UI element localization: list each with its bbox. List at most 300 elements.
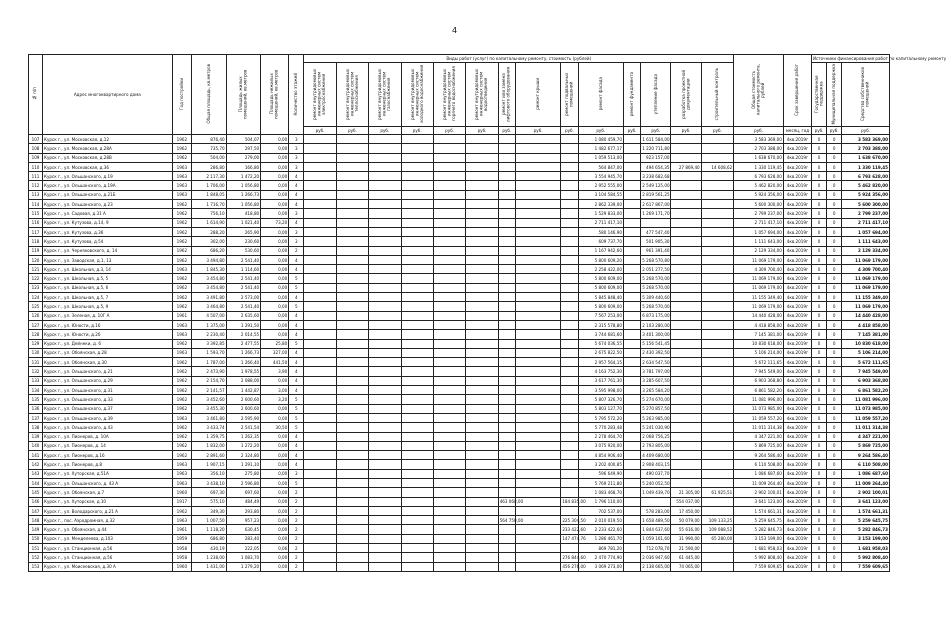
cell-empty	[433, 506, 465, 515]
cell-fl: 4	[289, 348, 304, 357]
cell-empty	[466, 469, 498, 478]
cell-w8	[515, 348, 560, 357]
cell-fl: 4	[289, 320, 304, 329]
cell-no: 147	[29, 506, 43, 515]
cell-empty	[401, 395, 433, 404]
cell-w14	[701, 358, 734, 367]
cell-w14	[701, 413, 734, 422]
cell-empty	[336, 274, 368, 283]
cell-liv: 1 266,73	[226, 348, 261, 357]
cell-w13: 31 990,00	[671, 534, 701, 543]
cell-nl: 0,00	[261, 413, 289, 422]
cell-w7	[498, 274, 515, 283]
table-row	[29, 144, 890, 153]
cell-liv: 283,40	[226, 534, 261, 543]
cell-w10: 1 529 833,00	[578, 209, 623, 218]
cell-w10: 2 711 417,10	[578, 218, 623, 227]
cell-w11	[623, 209, 640, 218]
cell-area: 1 593,70	[192, 348, 227, 357]
cell-deadline: 4кв.2019г	[783, 274, 811, 283]
cell-empty	[369, 218, 401, 227]
cell-empty	[336, 478, 368, 487]
cell-empty	[466, 497, 498, 506]
unit-cell: руб.	[827, 127, 842, 135]
cell-own: 5 106 214,00	[842, 348, 890, 357]
cell-empty	[401, 320, 433, 329]
cell-w8	[515, 311, 560, 320]
cell-empty	[336, 293, 368, 302]
cell-w12: 1 269 171,70	[641, 209, 671, 218]
cell-w8	[515, 320, 560, 329]
cell-empty	[304, 413, 336, 422]
cell-empty	[304, 544, 336, 553]
cell-empty	[369, 460, 401, 469]
cell-nl: 0,00	[261, 404, 289, 413]
cell-w9	[561, 358, 578, 367]
cell-w14	[701, 153, 734, 162]
cell-empty	[433, 367, 465, 376]
cell-nl: 0,00	[261, 330, 289, 339]
cell-w10: 5 807 326,70	[578, 395, 623, 404]
cell-w14: 109 088,52	[701, 525, 734, 534]
cell-empty	[369, 497, 401, 506]
cell-addr: Курск г., ул. Московская, д.28А	[43, 144, 173, 153]
cell-own: 7 559 609,65	[842, 562, 890, 571]
cell-deadline: 4кв.2019г	[783, 246, 811, 255]
cell-addr: Курск г., ул. Обоянская, д.7	[43, 488, 173, 497]
cell-w12: 2 051 277,50	[641, 265, 671, 274]
cell-deadline: 4кв.2019г	[783, 488, 811, 497]
col-header-no: № п/п	[29, 55, 43, 135]
cell-w7	[498, 386, 515, 395]
cell-empty	[369, 181, 401, 190]
cell-addr: Курск г., ул. Обоянская, д.44	[43, 525, 173, 534]
cell-w10: 2 862 339,00	[578, 200, 623, 209]
cell-empty	[304, 227, 336, 236]
table-row	[29, 339, 890, 348]
cell-w10: 5 800 609,00	[578, 283, 623, 292]
cell-w13: 50 079,00	[671, 516, 701, 525]
cell-w13: 21 305,00	[671, 488, 701, 497]
cell-w10: 3 617 761,30	[578, 376, 623, 385]
cell-g: 0	[811, 190, 826, 199]
cell-w13	[671, 153, 701, 162]
cell-no: 118	[29, 237, 43, 246]
cell-year: 1962	[172, 200, 191, 209]
table-row	[29, 246, 890, 255]
cell-w13	[671, 144, 701, 153]
cell-w12: 578 283,00	[641, 506, 671, 515]
cell-empty	[336, 320, 368, 329]
cell-g: 0	[811, 367, 826, 376]
cell-empty	[304, 293, 336, 302]
cell-deadline: 4кв.2019г	[783, 367, 811, 376]
cell-w7	[498, 376, 515, 385]
cell-liv: 2 541,40	[226, 302, 261, 311]
cell-w7	[498, 237, 515, 246]
cell-w12: 2 103 280,00	[641, 320, 671, 329]
cell-w14	[701, 302, 734, 311]
cell-empty	[369, 190, 401, 199]
cell-w12: 5 241 030,90	[641, 423, 671, 432]
cell-addr: Курск г., ул. Ольшанского, д.33	[43, 395, 173, 404]
cell-fl: 5	[289, 423, 304, 432]
cell-empty	[304, 506, 336, 515]
cell-w14	[701, 460, 734, 469]
cell-empty	[336, 144, 368, 153]
cell-w13	[671, 339, 701, 348]
cell-w8	[515, 144, 560, 153]
cell-liv: 1 472,20	[226, 172, 261, 181]
cell-w13	[671, 302, 701, 311]
cell-nl: 0,00	[261, 162, 289, 171]
cell-no: 110	[29, 162, 43, 171]
cell-w13	[671, 376, 701, 385]
cell-w13: 554 037,00	[671, 497, 701, 506]
cell-empty	[369, 293, 401, 302]
table-row	[29, 311, 890, 320]
cell-area: 286,80	[192, 162, 227, 171]
cell-no: 127	[29, 320, 43, 329]
cell-own: 9 264 586,40	[842, 451, 890, 460]
cell-m: 0	[827, 265, 842, 274]
cell-empty	[401, 544, 433, 553]
cell-no: 125	[29, 302, 43, 311]
col-header-living-area: Площадь жилых помещений, кв.метров	[226, 55, 261, 135]
cell-total: 3 153 199,00	[734, 534, 784, 543]
cell-addr: Курск г., ул. Ольшанского, д.19А	[43, 181, 173, 190]
cell-g: 0	[811, 144, 826, 153]
cell-w8	[515, 190, 560, 199]
cell-total: 14 440 428,00	[734, 311, 784, 320]
cell-w8	[515, 441, 560, 450]
cell-year: 1962	[172, 395, 191, 404]
cell-empty	[433, 451, 465, 460]
cell-empty	[369, 432, 401, 441]
cell-w9	[561, 274, 578, 283]
cell-empty	[401, 358, 433, 367]
cell-year: 1961	[172, 525, 191, 534]
cell-w8	[515, 293, 560, 302]
cell-w14	[701, 367, 734, 376]
cell-empty	[401, 534, 433, 543]
cell-deadline: 4кв.2019г	[783, 348, 811, 357]
table-row	[29, 209, 890, 218]
cell-empty	[433, 311, 465, 320]
cell-no: 152	[29, 553, 43, 562]
cell-deadline: 4кв.2019г	[783, 376, 811, 385]
cell-w10: 1 083 468,70	[578, 488, 623, 497]
cell-fl: 4	[289, 441, 304, 450]
cell-year: 1963	[172, 320, 191, 329]
cell-w11	[623, 227, 640, 236]
cell-empty	[304, 460, 336, 469]
cell-empty	[369, 237, 401, 246]
cell-liv: 418,80	[226, 209, 261, 218]
cell-area: 1 007,50	[192, 516, 227, 525]
cell-empty	[466, 302, 498, 311]
col-header-w7: ремонт или замена лифтового оборудования	[498, 63, 515, 127]
cell-w14: 109 133,25	[701, 516, 734, 525]
cell-liv: 484,49	[226, 497, 261, 506]
cell-m: 0	[827, 200, 842, 209]
cell-year: 1962	[172, 237, 191, 246]
cell-empty	[304, 516, 336, 525]
capital-repair-table-sheet	[28, 54, 946, 622]
cell-w10: 7 567 253,00	[578, 311, 623, 320]
col-header-f3: Средства собственников помещений	[842, 63, 890, 127]
cell-nl: 0,00	[261, 376, 289, 385]
table-row	[29, 534, 890, 543]
cell-w9	[561, 246, 578, 255]
cell-empty	[336, 209, 368, 218]
cell-w11	[623, 181, 640, 190]
cell-m: 0	[827, 162, 842, 171]
cell-own: 7 145 381,00	[842, 330, 890, 339]
cell-w12: 3 285 607,50	[641, 376, 671, 385]
cell-empty	[336, 311, 368, 320]
cell-w12: 2 430 392,50	[641, 348, 671, 357]
cell-w8	[515, 367, 560, 376]
cell-liv: 1 266,40	[226, 358, 261, 367]
cell-addr: Курск г., ул. Володарского, д.21 А	[43, 506, 173, 515]
cell-empty	[466, 441, 498, 450]
cell-area: 697,30	[192, 488, 227, 497]
cell-year: 1963	[172, 460, 191, 469]
cell-w14	[701, 209, 734, 218]
cell-deadline: 4кв.2019г	[783, 497, 811, 506]
cell-deadline: 4кв.2019г	[783, 200, 811, 209]
cell-liv: 2 573,00	[226, 293, 261, 302]
cell-empty	[433, 488, 465, 497]
table-row	[29, 497, 890, 506]
cell-no: 112	[29, 181, 43, 190]
cell-no: 130	[29, 348, 43, 357]
cell-w7	[498, 525, 515, 534]
cell-w14	[701, 432, 734, 441]
unit-cell: месяц, год	[783, 127, 811, 135]
cell-w12: 5 270 857,50	[641, 404, 671, 413]
cell-no: 140	[29, 441, 43, 450]
table-row	[29, 162, 890, 171]
unit-cell: руб.	[623, 127, 640, 135]
cell-empty	[304, 181, 336, 190]
cell-m: 0	[827, 525, 842, 534]
cell-own: 3 641 123,00	[842, 497, 890, 506]
cell-no: 144	[29, 478, 43, 487]
cell-fl: 3	[289, 135, 304, 144]
cell-w9	[561, 339, 578, 348]
cell-no: 134	[29, 386, 43, 395]
col-header-f2: Муниципальная поддержка	[827, 63, 842, 127]
cell-fl: 5	[289, 283, 304, 292]
cell-deadline: 4кв.2019г	[783, 478, 811, 487]
cell-year: 1962	[172, 432, 191, 441]
cell-empty	[401, 293, 433, 302]
cell-liv: 1 279,20	[226, 562, 261, 571]
cell-empty	[336, 255, 368, 264]
unit-cell: руб.	[641, 127, 671, 135]
cell-liv: 2 541,40	[226, 274, 261, 283]
cell-w8	[515, 162, 560, 171]
cell-g: 0	[811, 506, 826, 515]
cell-area: 1 787,00	[192, 358, 227, 367]
cell-w7: 463 068,00	[498, 497, 515, 506]
cell-w8	[515, 506, 560, 515]
cell-no: 124	[29, 293, 43, 302]
table-row	[29, 265, 890, 274]
cell-m: 0	[827, 488, 842, 497]
cell-w14	[701, 293, 734, 302]
cell-w9	[561, 423, 578, 432]
cell-year: 1963	[172, 162, 191, 171]
cell-nl: 0,00	[261, 200, 289, 209]
cell-w7	[498, 153, 515, 162]
cell-fl: 4	[289, 311, 304, 320]
cell-liv: 1 056,80	[226, 181, 261, 190]
cell-w7	[498, 367, 515, 376]
cell-total: 3 641 123,00	[734, 497, 784, 506]
cell-w14	[701, 237, 734, 246]
cell-w13	[671, 135, 701, 144]
cell-w8	[515, 562, 560, 571]
cell-w8	[515, 386, 560, 395]
cell-empty	[336, 562, 368, 571]
cell-g: 0	[811, 441, 826, 450]
cell-year: 1962	[172, 451, 191, 460]
cell-w9	[561, 441, 578, 450]
cell-w9	[561, 544, 578, 553]
cell-fl: 3	[289, 227, 304, 236]
cell-own: 6 861 582,20	[842, 386, 890, 395]
cell-w11	[623, 320, 640, 329]
cell-w13	[671, 209, 701, 218]
cell-empty	[466, 460, 498, 469]
cell-w7	[498, 544, 515, 553]
cell-no: 136	[29, 404, 43, 413]
cell-w11	[623, 255, 640, 264]
cell-year: 1958	[172, 544, 191, 553]
cell-w13	[671, 423, 701, 432]
cell-empty	[401, 432, 433, 441]
cell-liv: 1 262,35	[226, 432, 261, 441]
cell-addr: Курск г., ул. Школьная, д.5, 5	[43, 274, 173, 283]
cell-nl: 441,50	[261, 358, 289, 367]
cell-total: 7 145 381,00	[734, 330, 784, 339]
cell-w10: 2 957 564,15	[578, 358, 623, 367]
cell-g: 0	[811, 423, 826, 432]
cell-own: 4 309 700,40	[842, 265, 890, 274]
cell-w14	[701, 478, 734, 487]
cell-w7	[498, 190, 515, 199]
cell-no: 148	[29, 516, 43, 525]
cell-m: 0	[827, 339, 842, 348]
cell-w14	[701, 404, 734, 413]
cell-w14	[701, 386, 734, 395]
cell-m: 0	[827, 432, 842, 441]
cell-liv: 1 021,40	[226, 218, 261, 227]
cell-area: 3 464,80	[192, 302, 227, 311]
cell-m: 0	[827, 534, 842, 543]
cell-empty	[433, 562, 465, 571]
cell-w7	[498, 209, 515, 218]
cell-w7	[498, 135, 515, 144]
cell-w14	[701, 283, 734, 292]
cell-w9	[561, 395, 578, 404]
cell-total: 6 793 628,00	[734, 172, 784, 181]
cell-empty	[304, 320, 336, 329]
cell-w7	[498, 246, 515, 255]
cell-deadline: 4кв.2019г	[783, 237, 811, 246]
cell-w14	[701, 190, 734, 199]
cell-w8	[515, 488, 560, 497]
cell-addr: Курск г., ул. Школьная, д.3, 14	[43, 265, 173, 274]
cell-nl: 0,00	[261, 497, 289, 506]
cell-g: 0	[811, 562, 826, 571]
cell-year: 1963	[172, 330, 191, 339]
cell-m: 0	[827, 348, 842, 357]
cell-w11	[623, 367, 640, 376]
cell-fl: 3	[289, 469, 304, 478]
cell-year: 1962	[172, 227, 191, 236]
cell-w8	[515, 423, 560, 432]
cell-own: 6 903 368,80	[842, 376, 890, 385]
cell-g: 0	[811, 516, 826, 525]
cell-w12: 5 156 541,45	[641, 339, 671, 348]
cell-m: 0	[827, 302, 842, 311]
cell-year: 1962	[172, 144, 191, 153]
cell-fl: 3	[289, 153, 304, 162]
cell-year: 1963	[172, 265, 191, 274]
cell-empty	[336, 497, 368, 506]
cell-w8	[515, 395, 560, 404]
cell-nl: 0,00	[261, 478, 289, 487]
cell-empty	[401, 144, 433, 153]
cell-w9	[561, 302, 578, 311]
cell-nl: 0,00	[261, 144, 289, 153]
cell-empty	[466, 265, 498, 274]
cell-liv: 166,80	[226, 162, 261, 171]
cell-total: 2 703 388,00	[734, 144, 784, 153]
cell-w9	[561, 237, 578, 246]
cell-m: 0	[827, 544, 842, 553]
cell-w11	[623, 451, 640, 460]
cell-empty	[433, 255, 465, 264]
cell-deadline: 4кв.2019г	[783, 423, 811, 432]
cell-deadline: 4кв.2019г	[783, 265, 811, 274]
cell-no: 135	[29, 395, 43, 404]
cell-empty	[466, 200, 498, 209]
cell-g: 0	[811, 274, 826, 283]
cell-own: 2 711 417,10	[842, 218, 890, 227]
table-row	[29, 348, 890, 357]
cell-w10: 1 059 513,00	[578, 153, 623, 162]
cell-empty	[466, 451, 498, 460]
cell-empty	[369, 553, 401, 562]
cell-fl: 5	[289, 302, 304, 311]
cell-w14	[701, 135, 734, 144]
cell-w13	[671, 441, 701, 450]
cell-total: 7 945 549,00	[734, 367, 784, 376]
cell-fl: 2	[289, 488, 304, 497]
cell-w8	[515, 265, 560, 274]
cell-g: 0	[811, 172, 826, 181]
cell-empty	[401, 162, 433, 171]
cell-area: 349,30	[192, 506, 227, 515]
cell-nl: 0,00	[261, 460, 289, 469]
cell-w7	[498, 339, 515, 348]
cell-m: 0	[827, 376, 842, 385]
